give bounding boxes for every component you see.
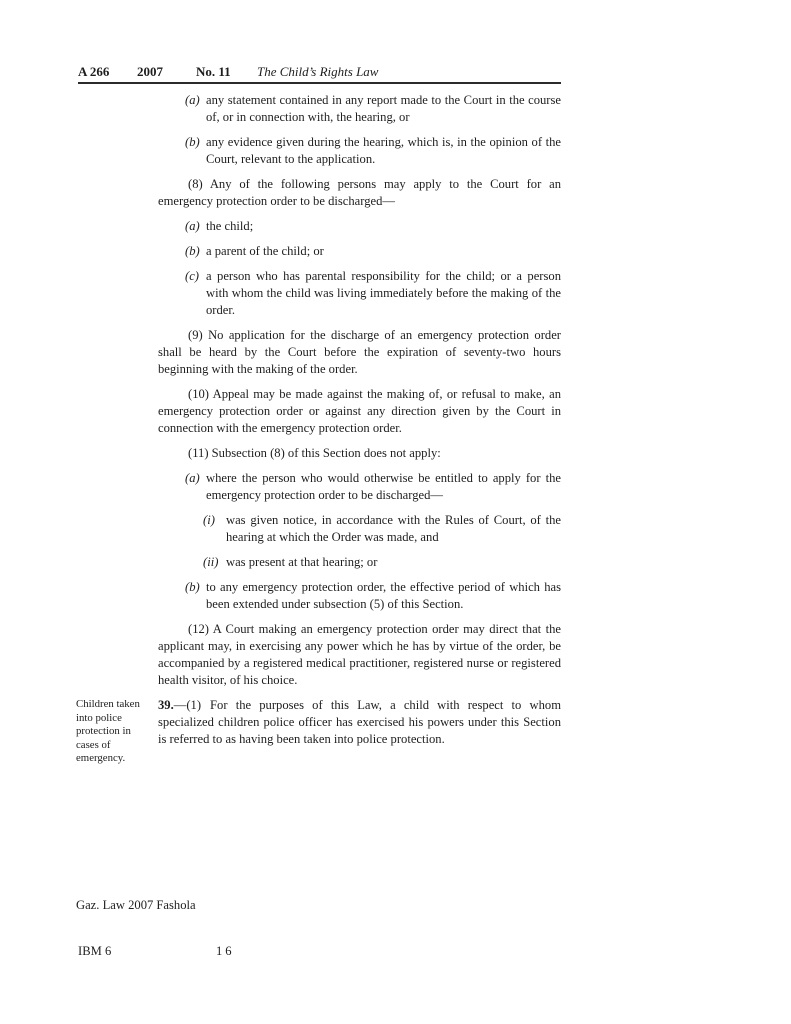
list-item-label: (b)	[185, 244, 200, 258]
margin-note: Children taken into police protection in cases of emergency.	[76, 698, 140, 765]
header-year: 2007	[137, 64, 163, 79]
footer-gazette-line: Gaz. Law 2007 Fashola	[76, 898, 196, 912]
list-item-b-evidence	[158, 134, 561, 168]
paragraph-12: (12) A Court making an emergency protection order may direct that the applicant may, in exercising any power which he has by virtue of the order, be accompanied by a registered medical practitioner, registered nurse or registered health visitor, of his choice.	[158, 622, 561, 687]
list-item-text: a person who has parental responsibility for the child; or a person with whom the child was living immediately before the making of the order.	[206, 269, 561, 317]
list-item-label: (a)	[185, 471, 200, 485]
list-item-label: (c)	[185, 269, 199, 283]
list-item-b-parent	[158, 243, 561, 260]
body-text-column	[76, 92, 561, 765]
list-item-i-notice	[158, 512, 561, 546]
list-item-a-child	[158, 218, 561, 235]
list-item-text: was present at that hearing; or	[226, 555, 378, 569]
section-39	[76, 697, 561, 765]
list-item-b-extended	[158, 579, 561, 613]
section-subsection: —(1)	[173, 698, 202, 712]
list-item-text: a parent of the child; or	[206, 244, 324, 258]
list-item-ii-present	[158, 554, 561, 571]
paragraph-9: (9) No application for the discharge of an emergency protection order shall be heard by the Court before the expiration of seventy-two hours beginning with the making of the order.	[158, 328, 561, 376]
footer-page-number: 16	[216, 944, 235, 958]
paragraph-11: (11) Subsection (8) of this Section does not apply:	[188, 446, 441, 460]
section-number: 39.	[158, 698, 174, 712]
list-item-text: where the person who would otherwise be entitled to apply for the emergency protection order to be discharged—	[206, 471, 561, 502]
list-item-label: (a)	[185, 219, 200, 233]
list-item-text: was given notice, in accordance with the Rules of Court, of the hearing at which the Order was made, and	[226, 513, 561, 544]
header-page-label: A 266	[78, 64, 110, 79]
list-item-label: (a)	[185, 93, 200, 107]
paragraph-10: (10) Appeal may be made against the making of, or refusal to make, an emergency protection order or against any direction given by the Court in connection with the emergency protection order.	[158, 387, 561, 435]
list-item-a-entitled	[158, 470, 561, 504]
paragraph-8: (8) Any of the following persons may apply to the Court for an emergency protection order to be discharged—	[158, 177, 561, 208]
list-item-label: (ii)	[203, 555, 219, 569]
header-gazette-number: No. 11	[196, 64, 231, 79]
header-rule	[78, 82, 561, 84]
list-item-label: (b)	[185, 135, 200, 149]
header-law-title: The Child’s Rights Law	[257, 64, 379, 79]
list-item-a-report	[158, 92, 561, 126]
list-item-c-responsibility	[158, 268, 561, 319]
section-text: For the purposes of this Law, a child with respect to whom specialized children police officer has exercised his powers under this Section is referred to as having been taken into police protection.	[158, 698, 561, 746]
list-item-text: any evidence given during the hearing, which is, in the opinion of the Court, relevant to the application.	[206, 135, 561, 166]
footer-imprint: IBM 6	[78, 944, 112, 958]
list-item-text: the child;	[206, 219, 254, 233]
list-item-label: (i)	[203, 513, 215, 527]
list-item-text: to any emergency protection order, the effective period of which has been extended under subsection (5) of this Section.	[206, 580, 561, 611]
list-item-label: (b)	[185, 580, 200, 594]
list-item-text: any statement contained in any report made to the Court in the course of, or in connection with, the hearing, or	[206, 93, 561, 124]
